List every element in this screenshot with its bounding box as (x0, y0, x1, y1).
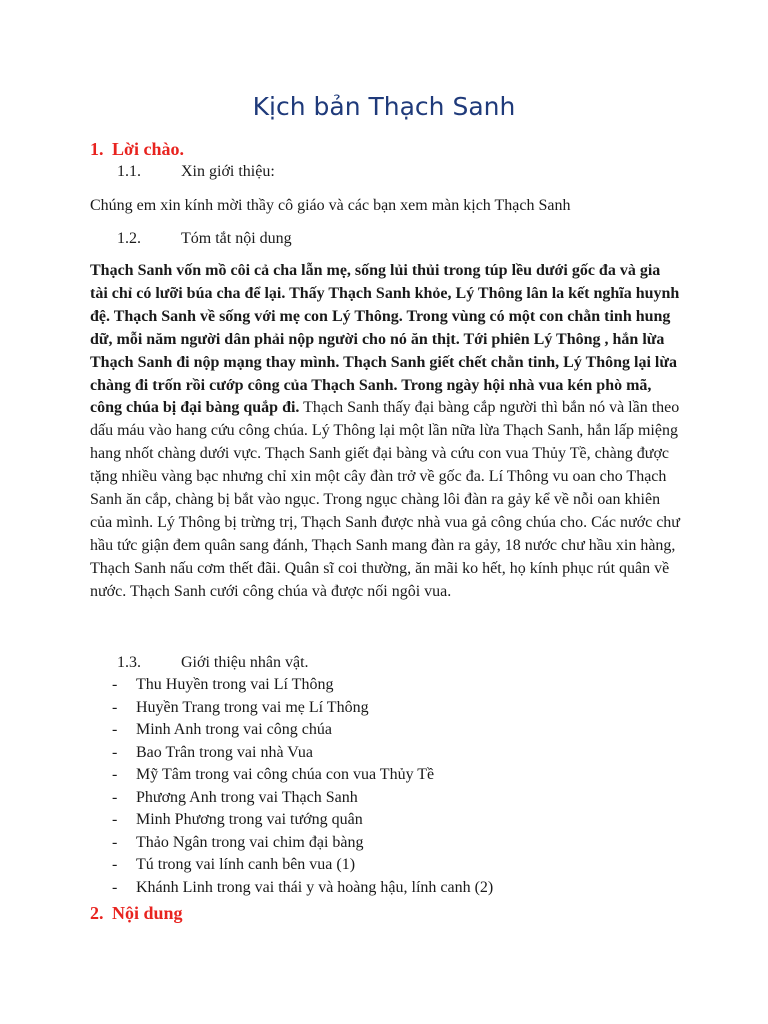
section-2-number: 2. (90, 903, 104, 923)
section-2-label: Nội dung (112, 903, 183, 923)
subsection-1-3 (117, 652, 309, 674)
intro-paragraph: Chúng em xin kính mời thầy cô giáo và các bạn xem màn kịch Thạch Sanh (90, 197, 571, 214)
subsection-1-3-number: 1.3. (117, 654, 141, 671)
subsection-1-2 (117, 228, 292, 250)
list-item: - Minh Anh trong vai công chúa (112, 721, 332, 738)
section-2-heading (90, 902, 183, 924)
summary-paragraph (90, 260, 682, 604)
section-1-number: 1. (90, 139, 104, 159)
list-item: - Huyền Trang trong vai mẹ Lí Thông (112, 698, 369, 716)
list-item: - Thảo Ngân trong vai chim đại bàng (112, 833, 364, 851)
summary-normal-text: Thạch Sanh thấy đại bàng cắp người thì bắn nó và lần theo dấu máu vào hang cứu công chúa. Lý Thông lại một lần nữa lừa Thạch Sanh, hắn lấp miệng hang nhốt chàng dưới vực. Thạch Sanh giết đại bàng và cứu con vua Thủy Tề, chàng được tặng nhiều vàng bạc nhưng chỉ xin một cây đàn trở về gốc đa. Lí Thông vu oan cho Thạch Sanh ăn cắp, chàng bị bắt vào ngục. Trong ngục chàng lôi đàn ra gảy kể về nỗi oan khiên của mình. Lý Thông bị trừng trị, Thạch Sanh được nhà vua gả công chúa cho. Các nước chư hầu tức giận đem quân sang đánh, Thạch Sanh mang đàn ra gảy, 18 nước chư hầu xin hàng, Thạch Sanh nấu cơm thết đãi. Quân sĩ coi thường, ăn mãi ko hết, họ kính phục rút quân về nước. Thạch Sanh cưới công chúa và được nối ngôi vua. (90, 399, 680, 600)
list-item: - Phương Anh trong vai Thạch Sanh (112, 788, 358, 806)
list-item: - Khánh Linh trong vai thái y và hoàng hậu, lính canh (2) (112, 878, 494, 896)
section-1-heading (90, 138, 184, 160)
subsection-1-3-label: Giới thiệu nhân vật. (181, 654, 309, 671)
subsection-1-2-label: Tóm tắt nội dung (181, 230, 292, 247)
list-item: - Thu Huyền trong vai Lí Thông (112, 676, 334, 693)
subsection-1-1 (117, 161, 275, 183)
subsection-1-2-number: 1.2. (117, 230, 141, 247)
list-item: - Bao Trân trong vai nhà Vua (112, 743, 313, 761)
cast-list (112, 674, 493, 899)
summary-bold-text: Thạch Sanh vốn mồ côi cả cha lẫn mẹ, sống lủi thủi trong túp lều dưới gốc đa và gia tài chỉ có lưỡi búa cha để lại. Thấy Thạch Sanh khỏe, Lý Thông lân la kết nghĩa huynh đệ. Thạch Sanh về sống với mẹ con Lý Thông. Trong vùng có một con chằn tinh hung dữ, mỗi năm người dân phải nộp người cho nó ăn thịt. Tới phiên Lý Thông , hắn lừa Thạch Sanh đi nộp mạng thay mình. Thạch Sanh giết chết chằn tinh, Lý Thông lại lừa chàng đi trốn rồi cướp công của Thạch Sanh. Trong ngày hội nhà vua kén phò mã, công chúa bị đại bàng quắp đi. (90, 262, 680, 417)
list-item: - Minh Phương trong vai tướng quân (112, 811, 363, 828)
list-item: - Tú trong vai lính canh bên vua (1) (112, 856, 356, 873)
list-item: - Mỹ Tâm trong vai công chúa con vua Thủy Tề (112, 766, 435, 783)
section-1-label: Lời chào. (112, 139, 184, 159)
document-title: Kịch bản Thạch Sanh (252, 92, 516, 121)
subsection-1-1-number: 1.1. (117, 163, 141, 180)
subsection-1-1-label: Xin giới thiệu: (181, 163, 275, 180)
